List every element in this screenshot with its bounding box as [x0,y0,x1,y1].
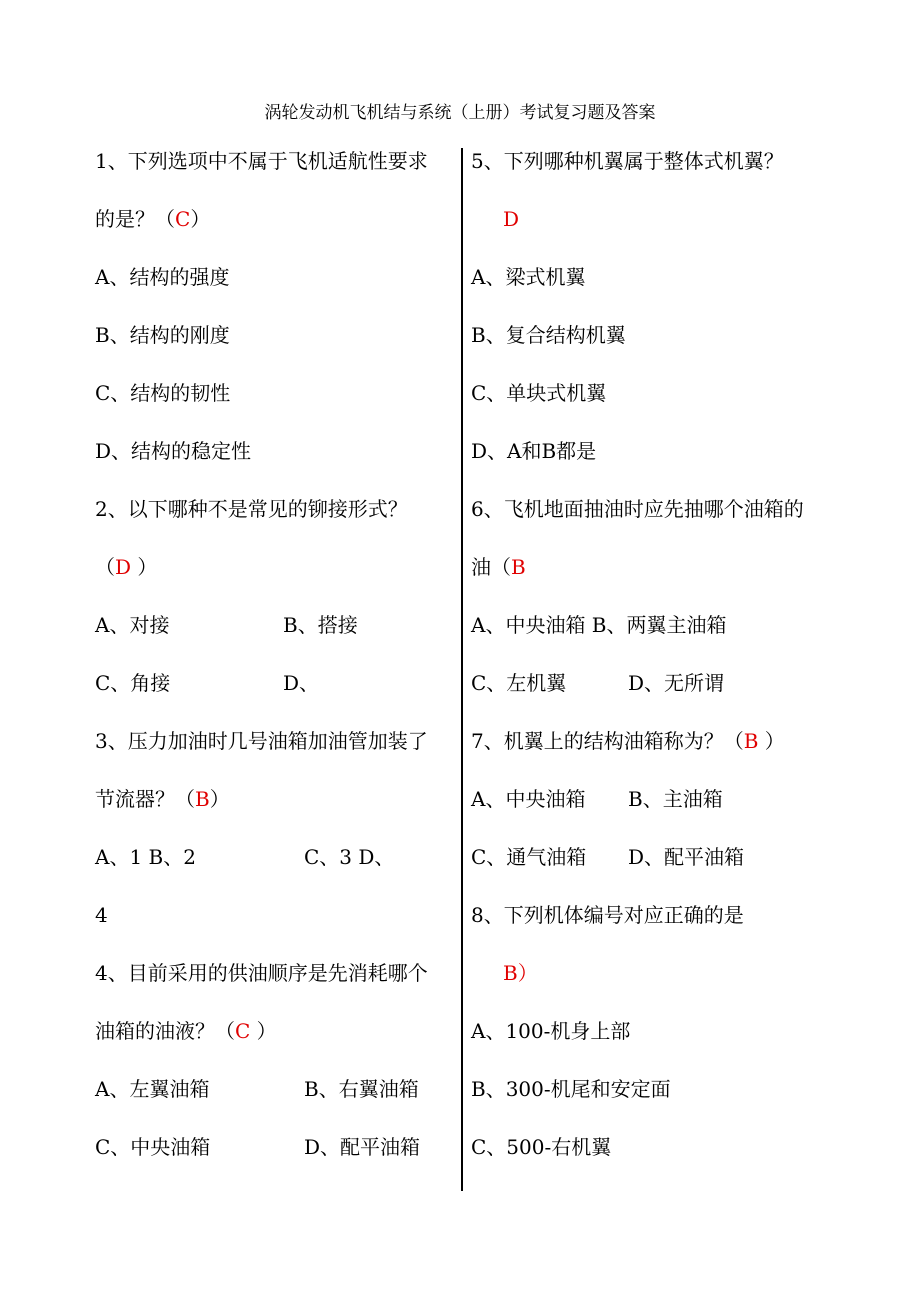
question-7-text: 7、机翼上的结构油箱称为？（ [471,729,744,753]
option-7d: D、配平油箱 [628,845,745,869]
page-title: 涡轮发动机飞机结与系统（上册）考试复习题及答案 [264,103,656,123]
question-1-cont-text: 的是？（ [95,207,175,231]
option-5b: B、复合结构机翼 [471,323,626,347]
options-4cd [95,1118,455,1176]
question-4-cont [95,1002,455,1060]
question-6-text: 6、飞机地面抽油时应先抽哪个油箱的 [471,497,804,521]
question-7 [471,712,831,770]
option-7b: B、主油箱 [628,787,723,811]
options-6cd [471,654,831,712]
question-8-text: 8、下列机体编号对应正确的是 [471,903,744,927]
option-7c: C、通气油箱 [471,845,587,869]
option-3d-cont: 4 [95,903,108,927]
question-1-cont [95,190,455,248]
question-3-text: 3、压力加油时几号油箱加油管加装了 [95,729,428,753]
question-2 [95,480,455,538]
answer-6: B [511,555,526,579]
option-4c: C、中央油箱 [95,1135,211,1159]
column-divider [461,148,463,1191]
option-1c: C、结构的韧性 [95,381,231,405]
question-8-answer-line [471,944,831,1002]
question-5 [471,132,831,190]
question-2-text: 2、以下哪种不是常见的铆接形式？ [95,497,408,521]
options-3 [95,828,455,886]
answer-5: D [503,207,520,231]
answer-2: D [115,555,132,579]
paren-close: ） [256,1019,277,1043]
option-7a: A、中央油箱 [471,787,586,811]
option-8b: B、300-机尾和安定面 [471,1077,671,1101]
question-6-cont [471,538,831,596]
question-6 [471,480,831,538]
option-5a: A、梁式机翼 [471,265,586,289]
options-2ab [95,596,455,654]
option-1b: B、结构的刚度 [95,323,230,347]
option-5d: D、A和B都是 [471,439,597,463]
question-3-cont-text: 节流器？（ [95,787,195,811]
option-8c: C、500-右机翼 [471,1135,612,1159]
option-2d: D、 [283,671,320,695]
question-2-answer-line [95,538,455,596]
option-6d: D、无所谓 [628,671,725,695]
question-4 [95,944,455,1002]
paren-close: ） [137,555,158,579]
paren-close: ） [190,207,211,231]
option-8a: A、100-机身上部 [471,1019,631,1043]
option-2c: C、角接 [95,671,171,695]
options-4ab [95,1060,455,1118]
answer-1: C [175,207,191,231]
question-4-cont-text: 油箱的油液？（ [95,1019,235,1043]
question-1-text: 1、下列选项中不属于飞机适航性要求 [95,149,428,173]
option-1a: A、结构的强度 [95,265,230,289]
option-2a: A、对接 [95,613,170,637]
option-4a: A、左翼油箱 [95,1077,210,1101]
answer-3: B [195,787,210,811]
option-4d: D、配平油箱 [304,1135,421,1159]
question-6-cont-text: 油（ [471,555,511,579]
question-5-text: 5、下列哪种机翼属于整体式机翼？ [471,149,784,173]
question-3 [95,712,455,770]
paren-close: ） [209,787,230,811]
left-column [95,132,455,1176]
question-3-cont [95,770,455,828]
option-6c: C、左机翼 [471,671,567,695]
question-8 [471,886,831,944]
option-5c: C、单块式机翼 [471,381,607,405]
answer-8: B） [503,961,538,985]
options-3cd: C、3 D、 [304,845,395,869]
question-1 [95,132,455,190]
paren-open: （ [95,555,115,579]
options-6ab: A、中央油箱 B、两翼主油箱 [471,613,727,637]
options-3ab: A、1 B、2 [95,845,196,869]
option-2b: B、搭接 [283,613,358,637]
option-1d: D、结构的稳定性 [95,439,252,463]
options-2cd [95,654,455,712]
right-column [471,132,831,1176]
answer-7: B [743,729,759,753]
answer-4: C [235,1019,251,1043]
option-4b: B、右翼油箱 [304,1077,419,1101]
question-4-text: 4、目前采用的供油顺序是先消耗哪个 [95,961,428,985]
options-7cd [471,828,831,886]
options-7ab [471,770,831,828]
paren-close: ） [764,729,785,753]
question-5-answer-line [471,190,831,248]
